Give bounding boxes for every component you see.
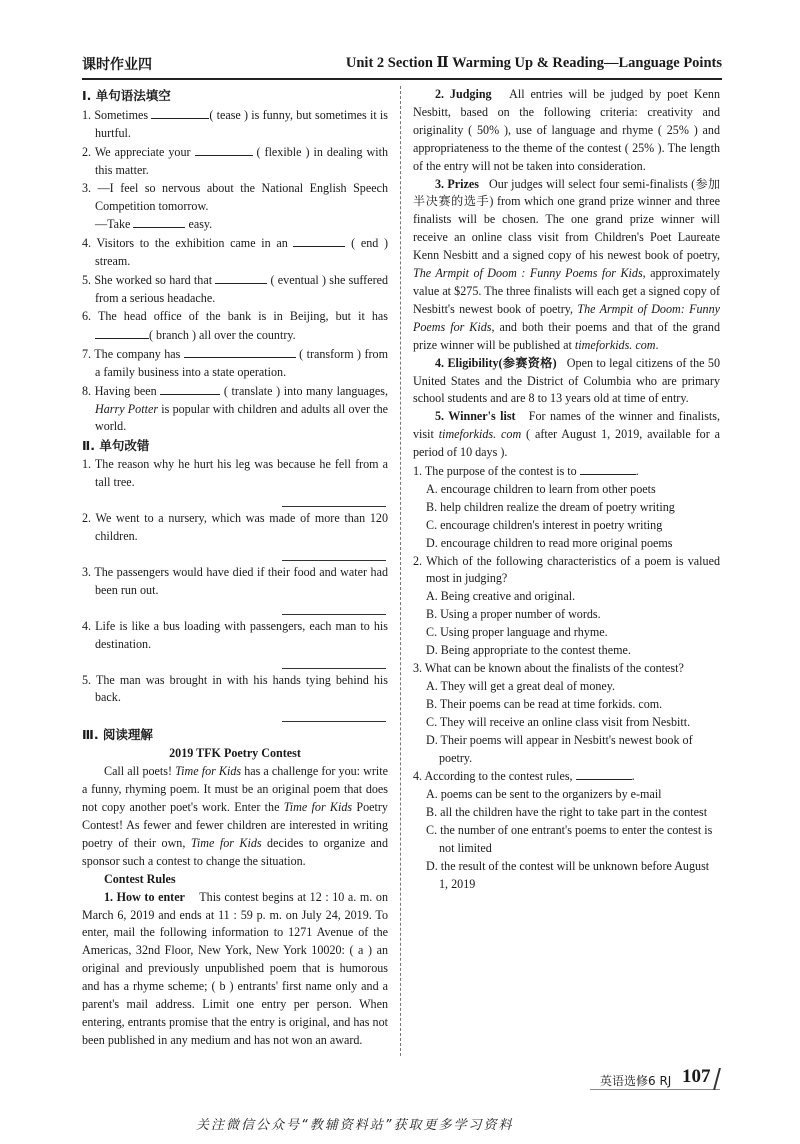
section3-title: Ⅲ. 阅读理解 bbox=[82, 727, 153, 743]
rule-eligibility: 4. Eligibility(参赛资格) Open to legal citizens of the 50 United States and the District of Columbia who are primary school students and are 8 to 13 years old at time of entry. bbox=[413, 355, 720, 406]
header-assignment-label: 课时作业四 bbox=[82, 57, 152, 73]
handwritten-watermark: 关注微信公众号“教辅资料站”获取更多学习资料 bbox=[196, 1118, 514, 1133]
footer-book-label: 英语选修6 RJ bbox=[600, 1074, 672, 1088]
answer-blank[interactable] bbox=[184, 345, 296, 358]
correction-answer-line[interactable] bbox=[82, 654, 388, 671]
column-divider bbox=[400, 86, 401, 1056]
correction-answer-line[interactable] bbox=[82, 546, 388, 563]
rule-how-to-enter: 1. How to enter This contest begins at 12 : 10 a. m. on March 6, 2019 and ends at 11 : 59 p. m. on July 24, 2019. To enter, mail the following information to 1271 Avenue of the Americas, 32nd Floor, New York, New York 10020: ( a ) an original and previously unpublished poem that is humorous and has a rhyme scheme; ( b ) entrants' first name only and a parent's mail address. Limit one entry per person. When entering, entrants promise that the entry is original, and has not been published in any medium and has not won an award. bbox=[82, 889, 389, 1047]
correction-question-1: 1. The reason why he hurt his leg was because he fell from a tall tree. bbox=[82, 457, 388, 490]
option-c[interactable]: C. Using proper language and rhyme. bbox=[426, 625, 608, 640]
reading-question-4: 4. According to the contest rules, . bbox=[413, 769, 635, 784]
header-unit-title: Unit 2 Section Ⅱ Warming Up & Reading—Language Points bbox=[345, 55, 722, 71]
reading-question-1: 1. The purpose of the contest is to . bbox=[413, 464, 639, 479]
answer-blank[interactable] bbox=[95, 326, 149, 339]
footer-slash-mark bbox=[713, 1068, 721, 1090]
fill-question-2: 2. We appreciate your ( flexible ) in dealing with this matter. bbox=[82, 144, 388, 177]
contest-rules-heading: Contest Rules bbox=[104, 871, 176, 886]
correction-question-2: 2. We went to a nursery, which was made of more than 120 children. bbox=[82, 511, 388, 544]
correction-question-4: 4. Life is like a bus loading with passengers, each man to his destination. bbox=[82, 618, 388, 651]
option-a[interactable]: A. poems can be sent to the organizers by e-mail bbox=[426, 787, 662, 802]
correction-answer-line[interactable] bbox=[82, 492, 388, 509]
answer-blank[interactable] bbox=[576, 767, 632, 780]
reading-question-3: 3. What can be known about the finalists of the contest? bbox=[413, 661, 684, 675]
option-b[interactable]: B. all the children have the right to take part in the contest bbox=[426, 805, 708, 820]
answer-blank[interactable] bbox=[195, 143, 253, 156]
answer-blank[interactable] bbox=[133, 215, 185, 228]
correction-answer-line[interactable] bbox=[82, 600, 388, 617]
fill-question-3: 3. —I feel so nervous about the National English Speech Competition tomorrow. —Take easy. bbox=[82, 180, 388, 232]
option-d[interactable]: D. the result of the contest will be unknown before August 1, 2019 bbox=[426, 858, 710, 891]
correction-answer-line[interactable] bbox=[82, 707, 388, 724]
answer-blank[interactable] bbox=[151, 106, 209, 119]
correction-question-3: 3. The passengers would have died if their food and water had been run out. bbox=[82, 564, 388, 597]
option-c[interactable]: C. the number of one entrant's poems to enter the contest is not limited bbox=[426, 823, 713, 856]
fill-question-7: 7. The company has ( transform ) from a family business into a state operation. bbox=[82, 346, 388, 379]
option-a[interactable]: A. encourage children to learn from other poets bbox=[426, 481, 656, 496]
fill-question-4: 4. Visitors to the exhibition came in an ( end ) stream. bbox=[82, 236, 388, 269]
page-number: 107 bbox=[682, 1066, 711, 1087]
answer-blank[interactable] bbox=[215, 271, 267, 284]
rule-judging: 2. Judging All entries will be judged by poet Kenn Nesbitt, based on the following criteria: creativity and originality ( 50% ), use of language and rhyme ( 25% ) and appropriateness to the theme of the contest ( 25% ). The length of the entry will not be taken into consideration. bbox=[413, 87, 720, 173]
fill-question-1: 1. Sometimes ( tease ) is funny, but sometimes it is hurtful. bbox=[82, 108, 388, 140]
header-rule bbox=[82, 78, 722, 80]
option-b[interactable]: B. help children realize the dream of poetry writing bbox=[426, 499, 675, 514]
footer-rule bbox=[590, 1089, 720, 1090]
option-a[interactable]: A. They will get a great deal of money. bbox=[426, 678, 616, 693]
option-a[interactable]: A. Being creative and original. bbox=[426, 589, 576, 604]
option-b[interactable]: B. Their poems can be read at time forkids. com. bbox=[426, 696, 663, 711]
left-column bbox=[82, 86, 388, 1050]
option-d[interactable]: D. Being appropriate to the contest theme. bbox=[426, 643, 631, 658]
answer-blank[interactable] bbox=[293, 234, 345, 247]
rule-prizes: 3. Prizes Our judges will select four semi-finalists (参加半决赛的选手) from which one grand prize winner and three finalists will be chosen. The one grand prize winner will receive an online class visit from Children's Poet Laureate Kenn Nesbitt and a signed copy of his newest book of poetry, The Armpit of Doom : Funny Poems for Kids, approximately value at $275. The three finalists will each get a signed copy of Nesbitt's newest book of poetry, The Armpit of Doom: Funny Poems for Kids, and both their poems and that of the grand prize winner will be published at timeforkids. com. bbox=[413, 176, 720, 352]
section2-title: Ⅱ. 单句改错 bbox=[82, 438, 150, 454]
rule-winners-list: 5. Winner's list For names of the winner and finalists, visit timeforkids. com ( after August 1, 2019, available for a period of 10 days ). bbox=[413, 409, 720, 460]
correction-question-5: 5. The man was brought in with his hands tying behind his back. bbox=[82, 672, 388, 705]
reading-question-2: 2. Which of the following characteristics of a poem is valued most in judging? bbox=[413, 553, 720, 586]
fill-question-5: 5. She worked so hard that ( eventual ) she suffered from a serious headache. bbox=[82, 273, 389, 306]
answer-blank[interactable] bbox=[580, 462, 636, 475]
answer-blank[interactable] bbox=[160, 382, 220, 395]
option-b[interactable]: B. Using a proper number of words. bbox=[426, 607, 601, 622]
right-column bbox=[413, 86, 720, 894]
passage-title: 2019 TFK Poetry Contest bbox=[169, 746, 301, 761]
option-c[interactable]: C. They will receive an online class visit from Nesbitt. bbox=[426, 714, 691, 729]
option-d[interactable]: D. Their poems will appear in Nesbitt's newest book of poetry. bbox=[426, 732, 693, 765]
fill-question-6: 6. The head office of the bank is in Beijing, but it has ( branch ) all over the country. bbox=[82, 308, 389, 342]
fill-question-8: 8. Having been ( translate ) into many languages, Harry Potter is popular with children and adults all over the world. bbox=[82, 383, 388, 434]
page-header bbox=[82, 52, 722, 78]
option-c[interactable]: C. encourage children's interest in poetry writing bbox=[426, 517, 663, 532]
option-d[interactable]: D. encourage children to read more original poems bbox=[426, 535, 673, 550]
passage-intro: Call all poets! Time for Kids has a challenge for you: write a funny, rhyming poem. It must be an original poem that does not copy another poet's work. Enter the Time for Kids Poetry Contest! As fewer and fewer children are interested in writing poetry of their own, Time for Kids decides to organize and sponsor such a contest to change the situation. bbox=[82, 764, 388, 868]
section1-title: Ⅰ. 单句语法填空 bbox=[82, 88, 171, 103]
